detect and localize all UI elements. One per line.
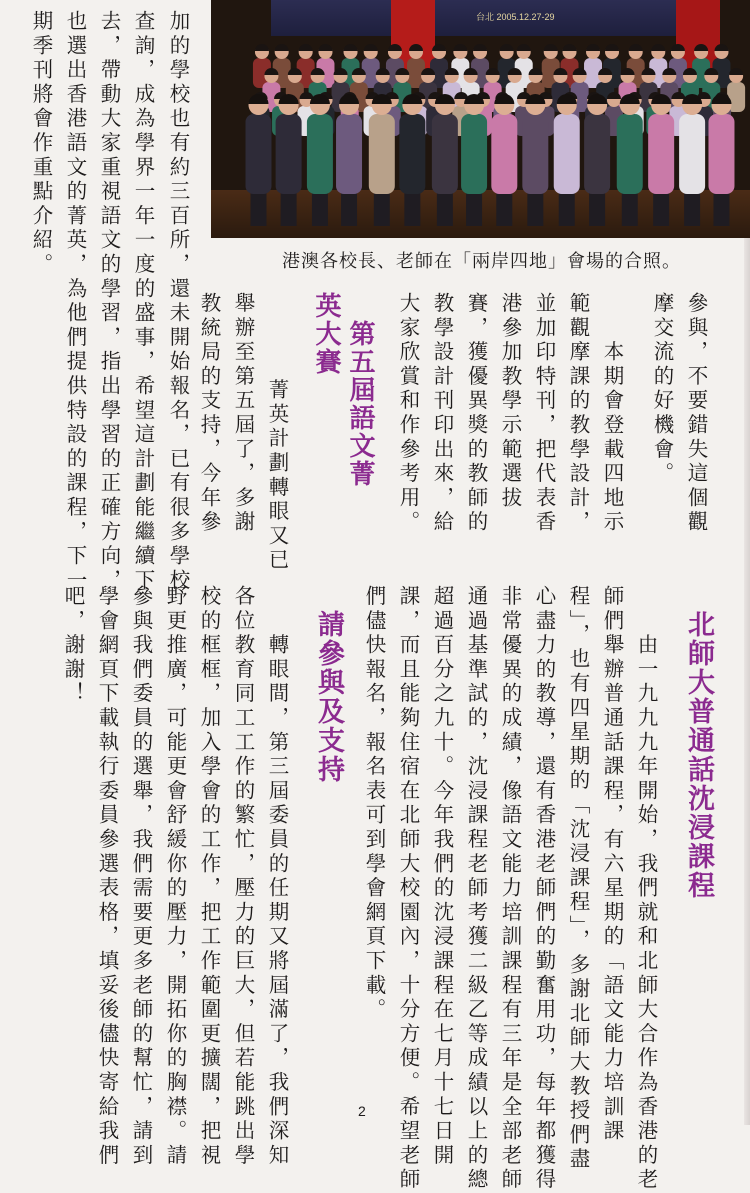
text-column: 本期會登載四地示 (600, 292, 624, 535)
text-column: 去，帶動大家重視語文的學習，指出學習的正確方向， (97, 10, 121, 594)
text-column: 參與我們委員的選舉，我們需要更多老師的幫忙，請到 (129, 585, 153, 1169)
text-column: 通過基準試的，沈浸課程老師考獲二級乙等成績以上的總 (464, 585, 488, 1193)
text-column: 由一九九九年開始，我們就和北師大合作為香港的老 (634, 585, 658, 1193)
text-column: 參與，不要錯失這個觀 (684, 292, 708, 535)
text-column: 程」，也有四星期的「沈浸課程」，多謝北師大教授們盡 (566, 585, 590, 1172)
text-column: 吧，謝謝！ (61, 585, 85, 707)
section-heading-putonghua: 北師大普通話沈浸課程 (683, 610, 714, 900)
crowd-illustration (211, 0, 750, 238)
text-column: 摩交流的好機會。 (650, 292, 674, 487)
text-column: 查詢，成為學界一年一度的盛事，希望這計劃能繼續下 (131, 10, 155, 594)
text-column: 教學設計刊印出來，給 (430, 292, 454, 535)
banner-date: 台北 2005.12.27-29 (476, 12, 555, 22)
person-figure (297, 44, 315, 88)
text-column: 學會網頁下載執行委員參選表格，填妥後儘快寄給我們 (95, 585, 119, 1169)
person-figure (362, 44, 380, 88)
text-column: 教統局的支持，今年參 (197, 292, 221, 535)
text-column: 範觀摩課的教學設計， (566, 292, 590, 535)
page-number: 2 (358, 1103, 366, 1119)
person-figure (430, 44, 448, 88)
text-column: 超過百分之九十。今年我們的沈浸課程在七月十七日開 (430, 585, 454, 1169)
section-heading-contest: 英大賽 (311, 292, 341, 376)
text-column: 校的框框，加入學會的工作，把工作範圍更擴闊，把視 (197, 585, 221, 1169)
text-column: 賽，獲優異獎的教師的 (464, 292, 488, 535)
section-heading-participate: 請參與及支持 (313, 610, 344, 784)
text-column: 並加印特刊，把代表香 (532, 292, 556, 535)
section-heading-contest: 第五屆語文菁 (345, 320, 375, 488)
text-column: 港參加教學示範選拔 (498, 292, 522, 511)
text-column: 也選出香港語文的菁英，為他們提供特設的課程，下一 (63, 10, 87, 594)
text-column: 野更推廣，可能更會舒緩你的壓力，開拓你的胸襟。請 (163, 585, 187, 1169)
person-figure (584, 44, 602, 88)
text-column: 加的學校也有約三百所，還未開始報名，已有很多學校 (166, 10, 190, 594)
text-column: 轉眼間，第三屆委員的任期又將屆滿了，我們深知 (265, 585, 289, 1169)
text-column: 師們舉辦普通話課程，有六星期的「語文能力培訓課 (600, 585, 624, 1144)
text-column: 大家欣賞和作參考用。 (396, 292, 420, 535)
text-column: 非常優異的成績，像語文能力培訓課程有三年是全部老師 (498, 585, 522, 1193)
text-column: 們儘快報名，報名表可到學會網頁下載。 (362, 585, 386, 1023)
text-column: 菁英計劃轉眼又已 (265, 330, 289, 573)
text-column: 課，而且能夠住宿在北師大校園內，十分方便。希望老師 (396, 585, 420, 1193)
text-column: 舉辦至第五屆了，多謝 (231, 292, 255, 535)
text-column: 各位教育同工工作的繁忙，壓力的巨大，但若能跳出學 (231, 585, 255, 1169)
person-figure (407, 44, 425, 88)
photo-caption: 港澳各校長、老師在「兩岸四地」會場的合照。 (282, 251, 681, 272)
text-column: 心盡力的教導，還有香港老師們的勤奮用功，每年都獲得 (532, 585, 556, 1193)
group-photo (211, 0, 750, 238)
text-column: 期季刊將會作重點介紹。 (29, 10, 53, 278)
